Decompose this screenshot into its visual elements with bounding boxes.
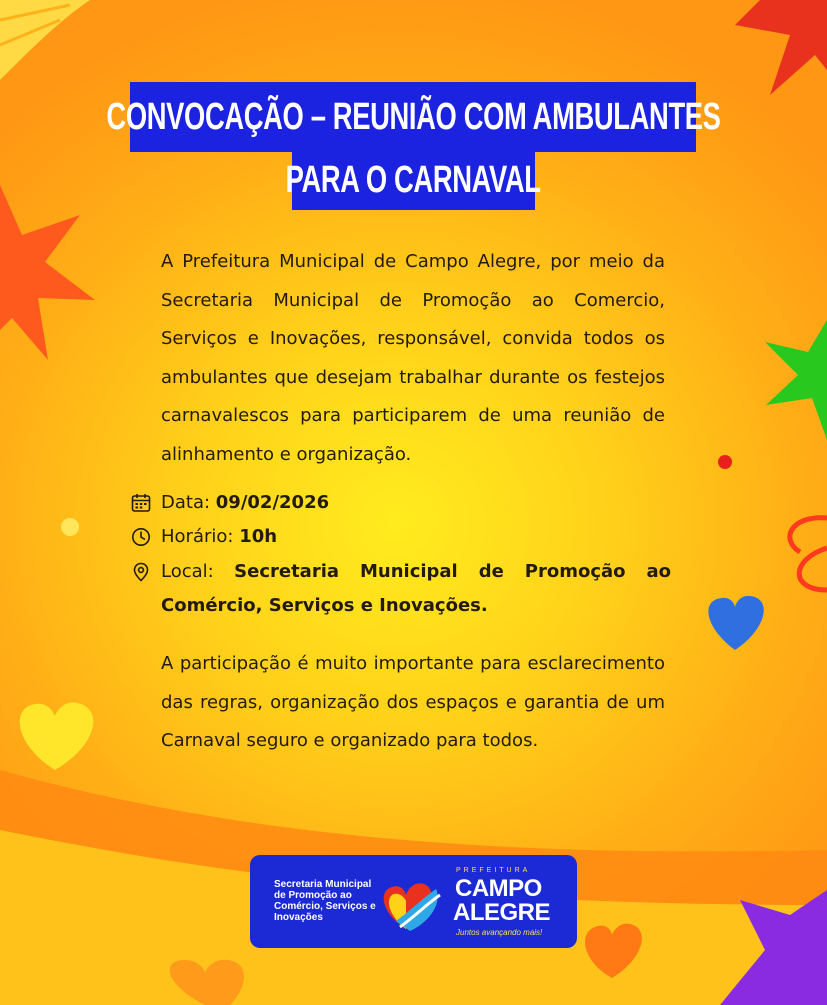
time-label: Horário: bbox=[161, 526, 234, 547]
time-value: 10h bbox=[239, 526, 278, 547]
place-row bbox=[131, 555, 671, 627]
starburst-icon bbox=[765, 320, 827, 440]
starburst-icon bbox=[0, 185, 95, 360]
title-line-2: PARA O CARNAVAL bbox=[292, 150, 535, 210]
heart-icon bbox=[708, 596, 763, 650]
closing-paragraph: A participação é muito importante para esclarecimento das regras, organização dos espaços e garantia de um Carnaval seguro e organizado para todos. bbox=[161, 653, 665, 751]
clock-icon bbox=[131, 527, 151, 547]
logo-campo: CAMPO bbox=[455, 875, 542, 902]
heart-icon bbox=[20, 702, 94, 770]
place-label: Local: bbox=[161, 561, 214, 582]
title-line-1: CONVOCAÇÃO – REUNIÃO COM AMBULANTES bbox=[130, 82, 696, 152]
starburst-icon bbox=[735, 0, 827, 95]
logo-tagline: Juntos avançando mais! bbox=[456, 928, 543, 937]
leaf-decoration bbox=[0, 0, 90, 80]
time-row bbox=[131, 520, 671, 554]
location-pin-icon bbox=[131, 562, 151, 582]
logo-alegre: ALEGRE bbox=[453, 899, 551, 926]
campo-alegre-logo-icon bbox=[376, 871, 448, 937]
footer-logo-box bbox=[250, 855, 577, 948]
date-row bbox=[131, 486, 671, 520]
date-value: 09/02/2026 bbox=[215, 492, 330, 513]
prefeitura-label: PREFEITURA bbox=[456, 867, 531, 874]
date-label: Data: bbox=[161, 492, 211, 513]
place-value: Secretaria Municipal de Promoção ao Comércio, Serviços e Inovações. bbox=[161, 561, 671, 616]
secretaria-name: Secretaria Municipal de Promoção ao Comércio, Serviços e Inovações bbox=[274, 879, 376, 923]
intro-paragraph: A Prefeitura Municipal de Campo Alegre, por meio da Secretaria Municipal de Promoção ao Comercio, Serviços e Inovações, responsável, convida todos os ambulantes que desejam trabalhar durante os festejos carnavalescos para participarem de uma reunião de alinhamento e organização. bbox=[161, 251, 665, 465]
calendar-icon bbox=[131, 493, 151, 513]
